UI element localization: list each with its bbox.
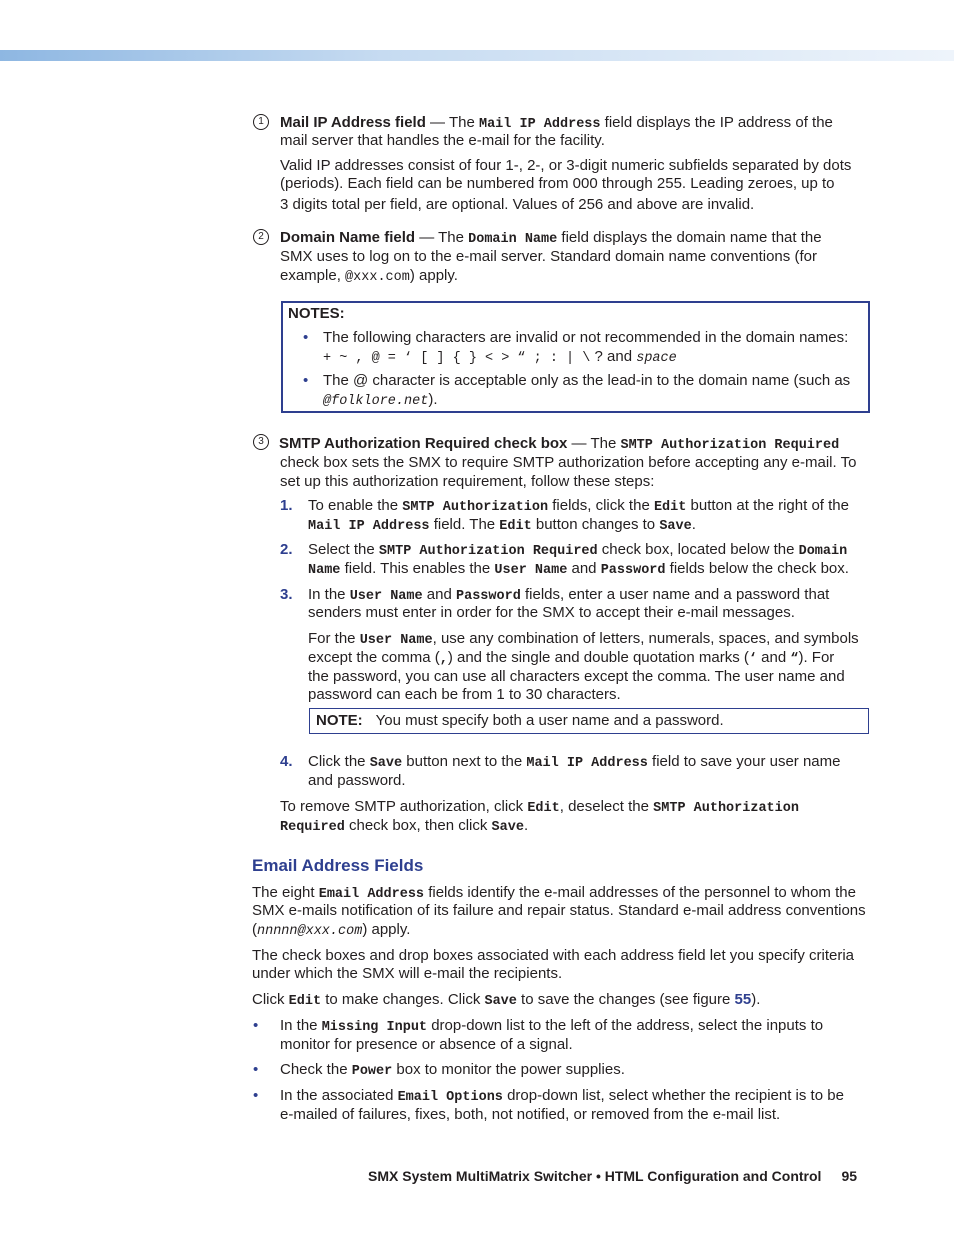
- step3p-l2b: ) and the single and double quotation marks (: [447, 649, 749, 666]
- step2-c: field. This enables the: [340, 560, 495, 577]
- email-b3-a: In the associated: [280, 1087, 398, 1104]
- remove-f3: Required: [280, 820, 345, 835]
- callout-2: 2: [253, 229, 269, 245]
- email-b1-a: In the: [280, 1017, 322, 1034]
- step1-c: button at the right of the: [686, 497, 849, 514]
- email-p1-line2: SMX e-mails notification of its failure and repair status. Standard e-mail address conventions: [252, 902, 866, 919]
- item2-line3a: example,: [280, 267, 346, 284]
- item2-line3b: ) apply.: [409, 267, 458, 284]
- email-b3-b: drop-down list, select whether the recipient is to be: [502, 1087, 844, 1104]
- step1-f2: Edit: [653, 500, 687, 515]
- email-p1-example: nnnnn@xxx.com: [257, 924, 363, 939]
- step1-f3: Mail IP Address: [308, 519, 430, 534]
- step3p-l2a: except the comma (: [308, 649, 440, 666]
- step3p-dq: “: [790, 652, 799, 667]
- item2-title-line: [280, 229, 880, 250]
- step4-b: button next to the: [402, 753, 527, 770]
- step1-e: button changes to: [531, 516, 660, 533]
- callout-3: 3: [253, 434, 269, 450]
- notes-end: ).: [428, 391, 438, 408]
- item3-title-line: [279, 435, 879, 456]
- remove-c: check box, then click: [344, 817, 492, 834]
- step3-b: and: [422, 586, 456, 603]
- email-b3-line1: [280, 1087, 844, 1108]
- notes-space: space: [636, 351, 677, 366]
- step3-c: fields, enter a user name and a password that: [520, 586, 830, 603]
- item2-line3: [280, 267, 458, 288]
- email-p3-line: [252, 991, 760, 1012]
- notes-bullet-1: •: [303, 329, 309, 346]
- note-text: You must specify both a user name and a password.: [375, 712, 724, 729]
- page-footer: [368, 1167, 868, 1186]
- email-bullet-3: •: [253, 1087, 259, 1104]
- step1-a: To enable the: [308, 497, 403, 514]
- item3-line2: check box sets the SMX to require SMTP authorization before accepting any e-mail. To: [280, 454, 857, 471]
- step1-f5: Save: [659, 519, 692, 534]
- step3-line2: senders must enter in order for the SMX to accept their e-mail messages.: [308, 604, 795, 621]
- step3p-comma: ,: [439, 652, 448, 667]
- item1-line2: mail server that handles the e-mail for the facility.: [280, 132, 605, 149]
- step3-para-line4: password can each be from 1 to 30 characters.: [308, 686, 621, 703]
- item1-title: Mail IP Address field: [280, 114, 426, 131]
- header-bar: [0, 50, 954, 61]
- step2-number: 2.: [280, 541, 293, 558]
- remove-b: , deselect the: [559, 798, 654, 815]
- remove-f4: Save: [491, 820, 524, 835]
- email-p3-a: Click: [252, 991, 289, 1008]
- email-bullet-2: •: [253, 1061, 259, 1078]
- item1-p2-line2: (periods). Each field can be numbered from 000 through 255. Leading zeroes, up to: [280, 175, 835, 192]
- notes-heading: NOTES:: [288, 305, 345, 322]
- email-b1-line2: monitor for presence or absence of a signal.: [280, 1036, 573, 1053]
- email-p3-b: to make changes. Click: [321, 991, 485, 1008]
- footer-title: SMX System MultiMatrix Switcher • HTML Configuration and Control: [368, 1168, 822, 1184]
- step3p-sq: ‘: [748, 652, 757, 667]
- email-section-heading: Email Address Fields: [252, 856, 424, 875]
- email-b2-b: box to monitor the power supplies.: [392, 1061, 625, 1078]
- step4-line1: [308, 753, 841, 774]
- remove-f1: Edit: [527, 801, 560, 816]
- step1-number: 1.: [280, 497, 293, 514]
- email-b1-line1: [280, 1017, 823, 1038]
- callout-1: 1: [253, 114, 269, 130]
- step3p-f1: User Name: [359, 633, 433, 648]
- step2-f1: SMTP Authorization Required: [378, 544, 598, 559]
- page-number: 95: [841, 1168, 858, 1184]
- note-line: [316, 712, 724, 731]
- item2-example: @xxx.com: [345, 270, 410, 285]
- item2-rest: field displays the domain name that the: [557, 229, 822, 246]
- step2-f5: Password: [600, 563, 666, 578]
- item2-line2: SMX uses to log on to the e-mail server. Standard domain name conventions (for: [280, 248, 817, 265]
- step2-d: and: [567, 560, 601, 577]
- email-p1-b: fields identify the e-mail addresses of the personnel to whom the: [424, 884, 856, 901]
- step4-f2: Mail IP Address: [526, 756, 648, 771]
- item3-line3: set up this authorization requirement, follow these steps:: [280, 473, 655, 490]
- email-b2-f: Power: [351, 1064, 393, 1079]
- step1-b: fields, click the: [548, 497, 654, 514]
- item1-field: Mail IP Address: [478, 117, 601, 132]
- remove-line1: [280, 798, 799, 819]
- notes-mid: ? and: [590, 348, 637, 365]
- step4-number: 4.: [280, 753, 293, 770]
- email-b1-f: Missing Input: [321, 1020, 428, 1035]
- step1-f1: SMTP Authorization: [402, 500, 549, 515]
- item3-field: SMTP Authorization Required: [620, 438, 840, 453]
- step3p-a: For the: [308, 630, 360, 647]
- email-b2-a: Check the: [280, 1061, 352, 1078]
- step2-a: Select the: [308, 541, 379, 558]
- email-p3-f1: Edit: [288, 994, 322, 1009]
- email-b1-b: drop-down list to the left of the address, select the inputs to: [427, 1017, 824, 1034]
- notes-bullet-2: •: [303, 372, 309, 389]
- email-p1-line3: [252, 921, 410, 942]
- step3p-b: , use any combination of letters, numerals, spaces, and symbols: [432, 630, 859, 647]
- remove-line2: [280, 817, 528, 838]
- step4-line2: and password.: [308, 772, 406, 789]
- item3-dash: — The: [567, 435, 621, 452]
- step2-line1: [308, 541, 847, 562]
- item1-p2-line1: Valid IP addresses consist of four 1-, 2-, or 3-digit numeric subfields separated by dots: [280, 157, 852, 174]
- notes-n1-line1: The following characters are invalid or not recommended in the domain names:: [323, 329, 849, 346]
- step4-c: field to save your user name: [647, 753, 841, 770]
- email-p1-l3a: (: [252, 921, 257, 938]
- step3p-and: and: [756, 649, 791, 666]
- remove-f2: SMTP Authorization: [653, 801, 799, 816]
- figure-link[interactable]: 55: [734, 991, 752, 1008]
- remove-d: .: [523, 817, 529, 834]
- item1-p2-line3: 3 digits total per field, are optional. Values of 256 and above are invalid.: [280, 196, 755, 213]
- item2-field: Domain Name: [468, 232, 558, 247]
- email-b3-line2: e-mailed of failures, fixes, both, not notified, or removed from the e-mail list.: [280, 1106, 781, 1123]
- step1-f4: Edit: [499, 519, 532, 534]
- step2-b: check box, located below the: [597, 541, 799, 558]
- email-bullet-1: •: [253, 1017, 259, 1034]
- step1-line1: [308, 497, 849, 518]
- item3-title: SMTP Authorization Required check box: [279, 435, 568, 452]
- step3-f2: Password: [456, 589, 521, 604]
- email-p2-line1: The check boxes and drop boxes associated with each address field let you specify criteria: [252, 947, 854, 964]
- step1-line2: [308, 516, 696, 537]
- notes-n2-line2: [323, 391, 438, 412]
- remove-a: To remove SMTP authorization, click: [280, 798, 528, 815]
- step2-f4: User Name: [494, 563, 568, 578]
- email-p1-l3b: ) apply.: [362, 921, 411, 938]
- email-b2-line: [280, 1061, 625, 1082]
- step4-f1: Save: [369, 756, 403, 771]
- email-p1-a: The eight: [252, 884, 319, 901]
- email-p2-line2: under which the SMX will e-mail the recipients.: [252, 965, 563, 982]
- email-p3-c: to save the changes (see figure: [516, 991, 735, 1008]
- notes-example: @folklore.net: [323, 394, 429, 409]
- item2-title: Domain Name field: [280, 229, 416, 246]
- email-p3-d: ).: [751, 991, 761, 1008]
- email-p3-f2: Save: [484, 994, 517, 1009]
- step3p-l2c: ). For: [798, 649, 835, 666]
- item1-rest: field displays the IP address of the: [600, 114, 833, 131]
- step2-line2: [308, 560, 849, 581]
- note-label: NOTE:: [316, 712, 363, 729]
- email-b3-f: Email Options: [397, 1090, 503, 1105]
- step3-a: In the: [308, 586, 350, 603]
- step4-a: Click the: [308, 753, 370, 770]
- step3-para-line2: [308, 649, 834, 670]
- notes-n1-line2: [323, 348, 677, 369]
- notes-chars: + ~ , @ = ‘ [ ] { } < > “ ; : | \: [323, 351, 591, 366]
- notes-n2-line1: The @ character is acceptable only as the lead-in to the domain name (such as: [323, 372, 851, 389]
- step3-number: 3.: [280, 586, 293, 603]
- step3-para-line3: the password, you can use all characters except the comma. The user name and: [308, 668, 845, 685]
- step3-para-line1: [308, 630, 859, 651]
- step2-f2: Domain: [798, 544, 848, 559]
- item1-dash: — The: [425, 114, 479, 131]
- step3-f1: User Name: [349, 589, 423, 604]
- step2-f3: Name: [308, 563, 341, 578]
- step1-d: field. The: [429, 516, 500, 533]
- step1-g: .: [691, 516, 696, 533]
- item2-dash: — The: [415, 229, 469, 246]
- step2-e: fields below the check box.: [665, 560, 849, 577]
- email-p1-f: Email Address: [318, 887, 425, 902]
